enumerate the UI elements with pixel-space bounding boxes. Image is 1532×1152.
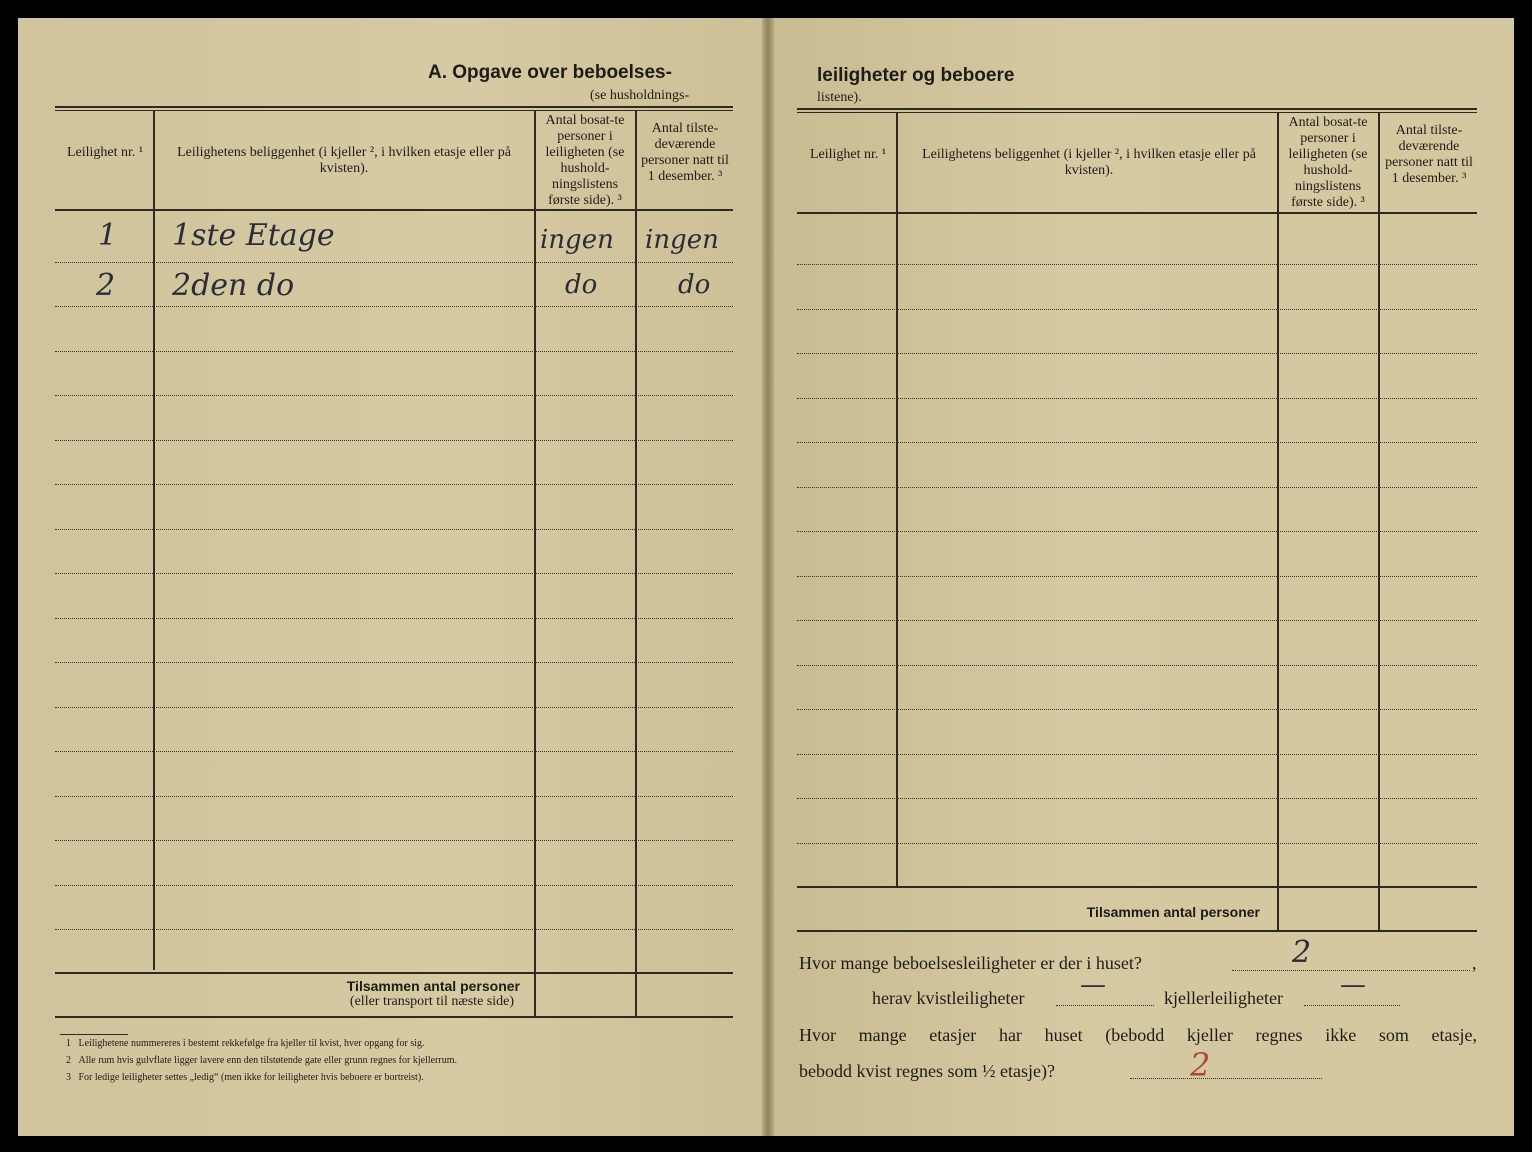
left-row-line: [55, 529, 733, 530]
page-fold: [762, 18, 774, 1136]
left-row-1-residents: ingen: [540, 225, 614, 255]
right-col-divider-1: [896, 112, 898, 886]
answer-apartments: 2: [1292, 935, 1312, 970]
left-row-2-present: do: [678, 270, 711, 300]
left-row-1-present: ingen: [645, 225, 719, 255]
question-floors-line: [1130, 1078, 1322, 1079]
question-floors-line-2: bebodd kvist regnes som ½ etasje)?: [799, 1061, 1055, 1081]
left-subtitle: (se husholdnings-: [590, 88, 690, 103]
left-total-top-rule: [55, 972, 733, 974]
right-col-divider-3: [1378, 112, 1380, 930]
question-apartments: Hvor mange beboelsesleiligheter er der i huset?: [799, 953, 1142, 973]
left-table-top-rule-2: [55, 110, 733, 111]
right-total-label: Tilsammen antal personer: [1086, 904, 1260, 920]
right-row-line: [797, 309, 1477, 310]
left-header-nr: Leilighet nr. ¹: [66, 145, 144, 160]
answer-floors: 2: [1190, 1046, 1211, 1084]
right-row-line: [797, 620, 1477, 621]
right-row-line: [797, 798, 1477, 799]
left-row-line: [55, 840, 733, 841]
right-row-line: [797, 531, 1477, 532]
left-row-line: [55, 707, 733, 708]
right-row-line: [797, 264, 1477, 265]
right-header-bottom-rule: [797, 212, 1477, 214]
right-title: leiligheter og beboere: [817, 65, 1015, 86]
left-row-line: [55, 351, 733, 352]
left-header-location: Leilighetens beliggenhet (i kjeller ², i hvilken etasje eller på kvisten).: [177, 145, 511, 176]
right-row-line: [797, 576, 1477, 577]
right-header-residents: Antal bosat-te personer i leiligheten (se hushold-ningslistens første side). ³: [1288, 115, 1368, 210]
left-row-line: [55, 573, 733, 574]
right-table-top-rule-2: [797, 112, 1477, 113]
left-row-line: [55, 796, 733, 797]
right-row-line: [797, 442, 1477, 443]
left-row-line: [55, 484, 733, 485]
footnote-1: 1 Leilighetene nummereres i bestemt rekkefølge fra kjeller til kvist, hver opgang for sig.: [66, 1038, 425, 1049]
left-row-line: [55, 395, 733, 396]
left-row-2-location: 2den do: [172, 268, 295, 303]
right-row-line: [797, 709, 1477, 710]
right-row-line: [797, 843, 1477, 844]
left-row-2-nr: 2: [96, 268, 116, 303]
left-row-line: [55, 885, 733, 886]
left-row-1-location: 1ste Etage: [172, 218, 335, 253]
answer-basement-apartments: —: [1340, 970, 1366, 1000]
left-row-2-residents: do: [565, 270, 598, 300]
right-row-line: [797, 665, 1477, 666]
answer-attic-apartments: —: [1080, 970, 1106, 1000]
left-col-divider-2: [534, 110, 536, 1018]
left-row-line: [55, 618, 733, 619]
left-header-bottom-rule: [55, 209, 733, 211]
left-table-top-rule: [55, 106, 733, 108]
footnote-2: 2 Alle rum hvis gulvflate ligger lavere enn den tilstøtende gate eller grunn regnes for kjellerrum.: [66, 1055, 457, 1066]
left-total-label: Tilsammen antal personer: [346, 978, 520, 994]
left-header-residents: Antal bosat-te personer i leiligheten (se hushold-ningslistens første side). ³: [545, 113, 625, 208]
right-col-divider-2: [1277, 112, 1279, 930]
left-row-line: [55, 262, 733, 263]
question-floors-line-1: Hvor mange etasjer har huset (bebodd kjeller regnes ikke som etasje,: [799, 1025, 1477, 1045]
left-row-line: [55, 929, 733, 930]
right-total-bottom-rule: [797, 930, 1477, 932]
right-table-top-rule: [797, 108, 1477, 110]
left-header-present: Antal tilste-deværende personer natt til 1 desember. ³: [641, 121, 729, 184]
right-total-top-rule: [797, 886, 1477, 888]
footnote-3: 3 For ledige leiligheter settes „ledig“ (men ikke for leiligheter hvis beboere er bortreist).: [66, 1072, 424, 1083]
left-row-line: [55, 662, 733, 663]
left-col-divider-3: [635, 110, 637, 1018]
left-total-sub: (eller transport til næste side): [349, 994, 514, 1009]
left-row-1-nr: 1: [98, 218, 118, 253]
left-row-line: [55, 306, 733, 307]
right-row-line: [797, 398, 1477, 399]
right-header-location: Leilighetens beliggenhet (i kjeller ², i hvilken etasje eller på kvisten).: [922, 147, 1256, 178]
right-row-line: [797, 754, 1477, 755]
left-row-line: [55, 751, 733, 752]
question-apartments-comma: ,: [1472, 953, 1477, 973]
right-row-line: [797, 353, 1477, 354]
left-title: A. Opgave over beboelses-: [428, 62, 672, 83]
question-basement-line: [1304, 1005, 1400, 1006]
left-col-divider-1: [153, 110, 155, 970]
question-attic-apartments: herav kvistleiligheter: [872, 988, 1025, 1008]
left-total-bottom-rule: [55, 1016, 733, 1018]
right-row-line: [797, 487, 1477, 488]
right-header-nr: Leilighet nr. ¹: [809, 147, 887, 162]
right-header-present: Antal tilste-deværende personer natt til 1 desember. ³: [1385, 123, 1473, 186]
question-basement-apartments: kjellerleiligheter: [1164, 988, 1283, 1008]
question-attic-line: [1056, 1005, 1154, 1006]
left-row-line: [55, 440, 733, 441]
footnote-rule: [60, 1034, 128, 1035]
right-subtitle: listene).: [817, 90, 862, 105]
left-page: [18, 18, 766, 1136]
